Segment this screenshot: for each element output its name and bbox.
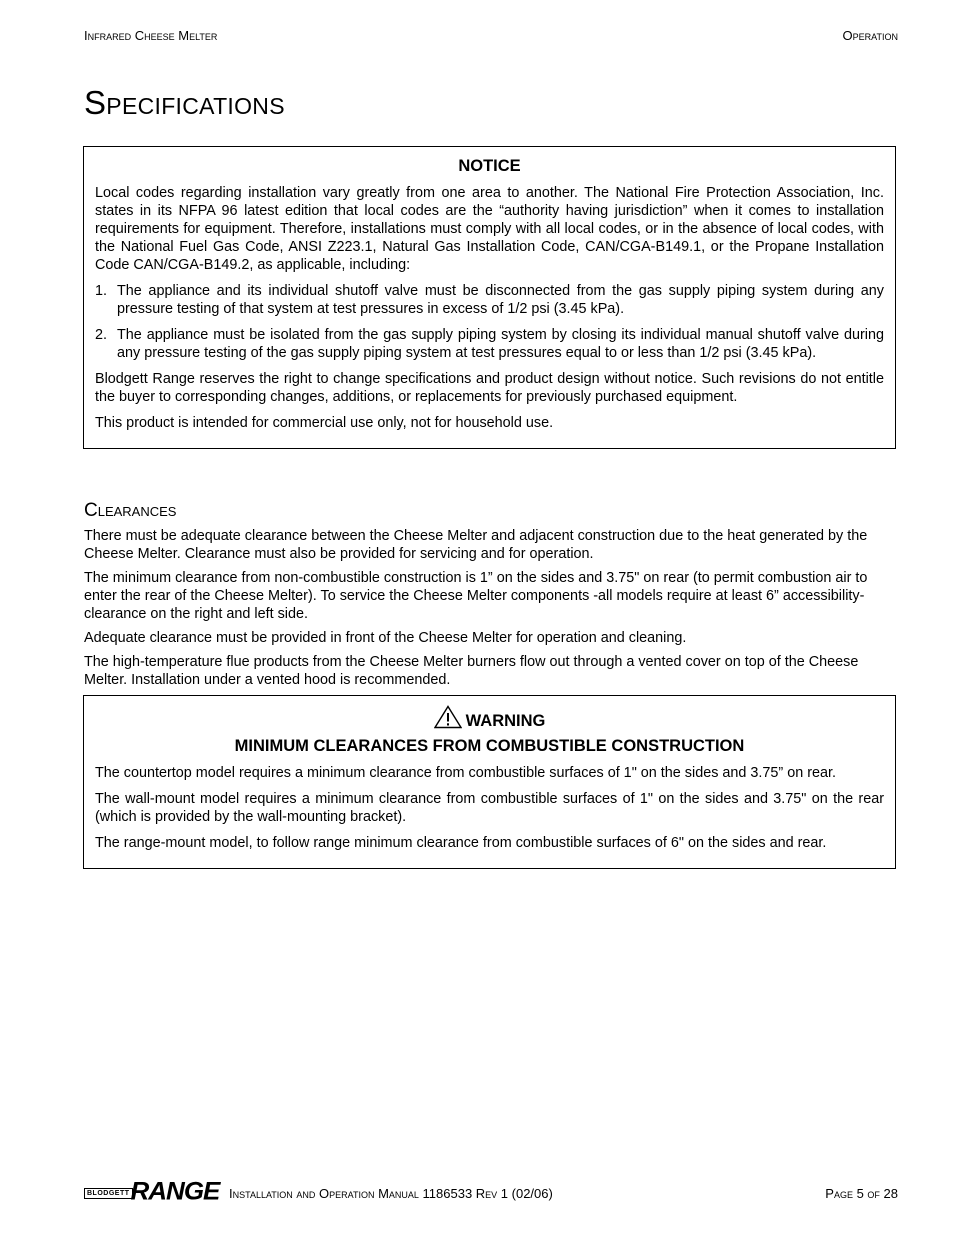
list-item-text: The appliance must be isolated from the gas supply piping system by closing its individual manual shutoff valve during any pressure testing of the gas supply piping system at test pressures equal to or less than 1/2 psi (3.45 kPa). xyxy=(117,327,884,361)
logo-range-text: RANGE xyxy=(130,1176,220,1206)
notice-reserve-rights: Blodgett Range reserves the right to change specifications and product design without notice. Such revisions do not entitle the buyer to corresponding changes, additions, or replacements for previously purchased equipment. xyxy=(95,371,884,405)
notice-list xyxy=(95,282,884,362)
list-item-number: 2. xyxy=(95,327,108,343)
list-item-number: 1. xyxy=(95,283,108,299)
page-title: Specifications xyxy=(84,84,285,121)
blodgett-range-logo xyxy=(84,1176,220,1206)
clearances-body xyxy=(84,527,896,695)
notice-intro: Local codes regarding installation vary greatly from one area to another. The National Fire Protection Association, Inc. states in its NFPA 96 latest edition that local codes are the “authority having jurisdiction” when it comes to installation requirements for equipment. Therefore, installations must comply with all local codes, or in the absence of local codes, with the National Fuel Gas Code, ANSI Z223.1, Natural Gas Installation Code, CAN/CGA-B149.1, or the Propane Installation Code CAN/CGA-B149.2, as applicable, including: xyxy=(95,185,884,273)
clearances-paragraph: There must be adequate clearance between the Cheese Melter and adjacent construction due to the heat generated by the Cheese Melter. Clearance must also be provided for servicing and for operation. xyxy=(84,528,868,562)
warning-heading: WARNING xyxy=(465,712,546,730)
clearances-paragraph: Adequate clearance must be provided in front of the Cheese Melter for operation and cleaning. xyxy=(84,630,687,646)
warning-triangle-icon xyxy=(434,705,462,735)
footer-manual-info: Installation and Operation Manual 1186533 Rev 1 (02/06) xyxy=(229,1186,553,1201)
notice-commercial-use: This product is intended for commercial use only, not for household use. xyxy=(95,415,554,431)
header-product-name: Infrared Cheese Melter xyxy=(84,28,218,43)
page-footer xyxy=(84,1178,898,1204)
warning-paragraph: The range-mount model, to follow range minimum clearance from combustible surfaces of 6" on the sides and rear. xyxy=(95,835,827,851)
list-item xyxy=(95,326,884,362)
clearances-paragraph: The high-temperature flue products from the Cheese Melter burners flow out through a vented cover on top of the Cheese Melter. Installation under a vented hood is recommended. xyxy=(84,654,859,688)
clearances-title: Clearances xyxy=(84,500,177,521)
clearances-paragraph: The minimum clearance from non-combustible construction is 1” on the sides and 3.75" on rear (to permit combustion air to enter the rear of the Cheese Melter). To service the Cheese Melter components -all models require at least 6” accessibility-clearance on the right and left side. xyxy=(84,570,868,622)
warning-subheading: MINIMUM CLEARANCES FROM COMBUSTIBLE CONSTRUCTION xyxy=(234,737,745,755)
warning-heading-row xyxy=(95,705,884,735)
warning-paragraph: The wall-mount model requires a minimum clearance from combustible surfaces of 1" on the sides and 3.75" on the rear (which is provided by the wall-mounting bracket). xyxy=(95,791,884,825)
list-item xyxy=(95,282,884,318)
notice-box xyxy=(83,146,896,449)
footer-page-number: Page 5 of 28 xyxy=(825,1186,898,1201)
list-item-text: The appliance and its individual shutoff valve must be disconnected from the gas supply piping system during any pressure testing of that system at test pressures in excess of 1/2 psi (3.45 kPa). xyxy=(117,283,884,317)
notice-heading: NOTICE xyxy=(458,157,521,175)
warning-paragraph: The countertop model requires a minimum clearance from combustible surfaces of 1" on the sides and 3.75” on rear. xyxy=(95,765,837,781)
logo-blodgett-text: BLODGETT xyxy=(84,1188,133,1199)
warning-box xyxy=(83,695,896,869)
header-section-name: Operation xyxy=(842,28,898,43)
